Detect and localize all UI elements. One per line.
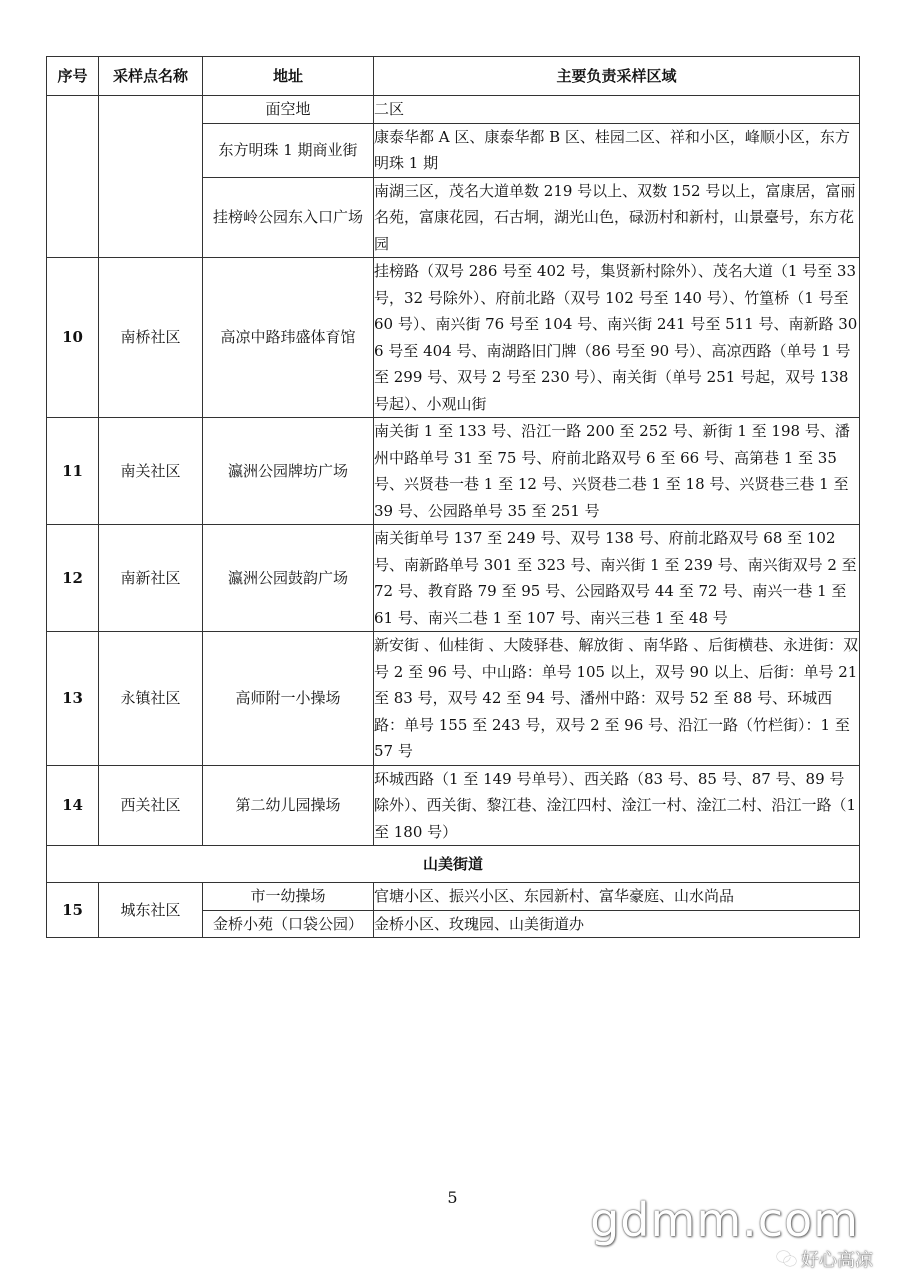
row-address: 市一幼操场 [203, 883, 374, 911]
row-address: 金桥小苑（口袋公园） [203, 910, 374, 938]
sampling-sites-table [46, 56, 860, 938]
row-index: 12 [47, 525, 99, 632]
table-row [47, 883, 860, 911]
row-site-name: 南关社区 [99, 418, 203, 525]
header-area: 主要负责采样区域 [374, 57, 860, 96]
table-row [47, 632, 860, 766]
table-header-row [47, 57, 860, 96]
header-site-name: 采样点名称 [99, 57, 203, 96]
table-row [47, 96, 860, 124]
row-area: 二区 [374, 96, 860, 124]
row-address: 东方明珠 1 期商业街 [203, 123, 374, 177]
row-site-name: 永镇社区 [99, 632, 203, 766]
row-site-name: 西关社区 [99, 765, 203, 846]
row-area: 金桥小区、玫瑰园、山美街道办 [374, 910, 860, 938]
row-area: 新安街 、仙桂街 、大陵驿巷、解放街 、南华路 、后街横巷、永进街：双号 2 至 96 号、中山路：单号 105 以上，双号 90 以上、后街：单号 21 至 83 号，双号 42 至 94 号、潘州中路：双号 52 至 88 号、环城西路：单号 155 至 243 号，双号 2 至 96 号、沿江一路（竹栏街）：1 至 57 号 [374, 632, 860, 766]
row-site-name-cell [99, 96, 203, 258]
table-row [47, 418, 860, 525]
row-area: 环城西路（1 至 149 号单号）、西关路（83 号、85 号、87 号、89 号除外）、西关街、黎江巷、淦江四村、淦江一村、淦江二村、沿江一路（1 至 180 号） [374, 765, 860, 846]
row-area: 南湖三区，茂名大道单数 219 号以上、双数 152 号以上，富康居，富丽名苑，富康花园，石古垌，湖光山色，碌沥村和新村，山景臺号，东方花园 [374, 177, 860, 258]
row-address: 面空地 [203, 96, 374, 124]
row-area: 官塘小区、振兴小区、东园新村、富华豪庭、山水尚品 [374, 883, 860, 911]
row-address: 高凉中路玮盛体育馆 [203, 258, 374, 418]
row-index: 15 [47, 883, 99, 938]
row-address: 高师附一小操场 [203, 632, 374, 766]
table-row [47, 525, 860, 632]
section-title: 山美街道 [47, 846, 860, 883]
page-number: 5 [447, 1188, 458, 1207]
row-address: 瀛洲公园牌坊广场 [203, 418, 374, 525]
row-index: 10 [47, 258, 99, 418]
row-address: 挂榜岭公园东入口广场 [203, 177, 374, 258]
row-area: 挂榜路（双号 286 号至 402 号，集贤新村除外）、茂名大道（1 号至 33 号，32 号除外）、府前北路（双号 102 号至 140 号）、竹篁桥（1 号至 60 号）、南兴街 76 号至 104 号、南兴街 241 号至 511 号、南新路 306 号至 404 号、南湖路旧门牌（86 号至 90 号）、高凉西路（单号 1 号至 299 号、双号 2 号至 230 号）、南关街（单号 251 号起，双号 138 号起）、小观山街 [374, 258, 860, 418]
row-area: 南关街单号 137 至 249 号、双号 138 号、府前北路双号 68 至 102 号、南新路单号 301 至 323 号、南兴街 1 至 239 号、南兴街双号 2 至 72 号、教育路 79 至 95 号、公园路双号 44 至 72 号、南兴一巷 1 至 61 号、南兴二巷 1 至 107 号、南兴三巷 1 至 48 号 [374, 525, 860, 632]
row-index: 13 [47, 632, 99, 766]
row-address: 瀛洲公园鼓韵广场 [203, 525, 374, 632]
row-site-name: 南新社区 [99, 525, 203, 632]
row-address: 第二幼儿园操场 [203, 765, 374, 846]
watermark-site: gdmm.com [590, 1193, 859, 1247]
watermark-account [777, 1246, 873, 1272]
row-index: 14 [47, 765, 99, 846]
row-site-name: 南桥社区 [99, 258, 203, 418]
row-area: 康泰华都 A 区、康泰华都 B 区、桂园二区、祥和小区，峰顺小区，东方明珠 1 期 [374, 123, 860, 177]
row-area: 南关街 1 至 133 号、沿江一路 200 至 252 号、新街 1 至 198 号、潘州中路单号 31 至 75 号、府前北路双号 6 至 66 号、高第巷 1 至 35 号、兴贤巷一巷 1 至 12 号、兴贤巷二巷 1 至 18 号、兴贤巷三巷 1 至 39 号、公园路单号 35 至 251 号 [374, 418, 860, 525]
row-site-name: 城东社区 [99, 883, 203, 938]
wechat-icon [777, 1251, 797, 1267]
watermark-account-name: 好心高凉 [801, 1250, 873, 1271]
row-index-cell [47, 96, 99, 258]
row-index: 11 [47, 418, 99, 525]
table-row [47, 258, 860, 418]
header-index: 序号 [47, 57, 99, 96]
section-row [47, 846, 860, 883]
header-address: 地址 [203, 57, 374, 96]
table-row [47, 765, 860, 846]
